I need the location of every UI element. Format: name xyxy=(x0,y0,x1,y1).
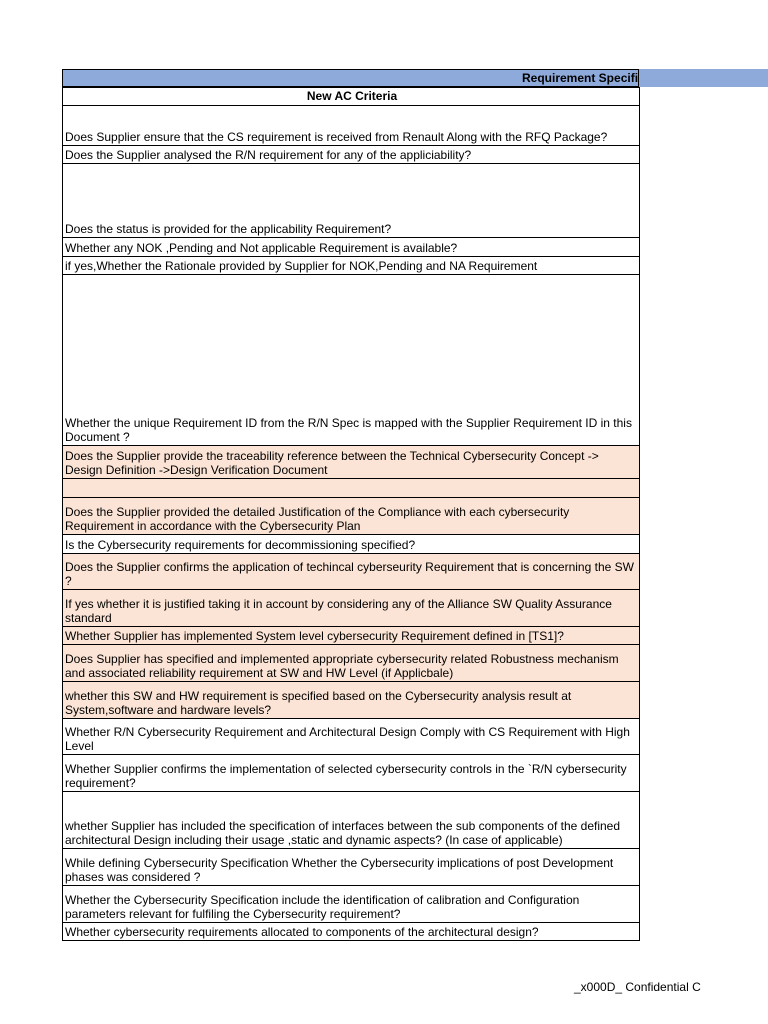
criteria-cell: whether Supplier has included the specification of interfaces between the sub components of the defined architectural Design including their usage ,static and dynamic aspects? (In case of applicable) xyxy=(63,792,640,849)
criteria-cell xyxy=(63,479,640,498)
criteria-cell: Does Supplier ensure that the CS requirement is received from Renault Along with the RFQ Package? xyxy=(63,106,640,146)
criteria-cell: Whether Supplier has implemented System level cybersecurity Requirement defined in [TS1]? xyxy=(63,627,640,645)
criteria-cell: if yes,Whether the Rationale provided by Supplier for NOK,Pending and NA Requirement xyxy=(63,257,640,275)
criteria-cell: If yes whether it is justified taking it in account by considering any of the Alliance SW Quality Assurance standard xyxy=(63,590,640,627)
criteria-cell: Does the Supplier provide the traceability reference between the Technical Cybersecurity Concept -> Design Definition ->Design Verification Document xyxy=(63,446,640,479)
table-row xyxy=(63,535,640,554)
criteria-cell: Does Supplier has specified and implemented appropriate cybersecurity related Robustness mechanism and associated reliability requirement at SW and HW Level (if Applicbale) xyxy=(63,645,640,682)
table-row xyxy=(63,792,640,849)
table-row xyxy=(63,238,640,257)
table-row xyxy=(63,682,640,719)
table-row xyxy=(63,257,640,275)
subheader-cell: New AC Criteria xyxy=(63,88,640,106)
table-row xyxy=(63,275,640,446)
table-row xyxy=(63,498,640,535)
table-row xyxy=(63,849,640,886)
table-row xyxy=(63,719,640,755)
criteria-table xyxy=(62,87,640,941)
criteria-cell: Whether Supplier confirms the implementation of selected cybersecurity controls in the `R/N cybersecurity requirement? xyxy=(63,755,640,792)
criteria-cell: Does the Supplier provided the detailed Justification of the Compliance with each cybersecurity Requirement in accordance with the Cybersecurity Plan xyxy=(63,498,640,535)
table-row xyxy=(63,645,640,682)
table-row xyxy=(63,446,640,479)
table-row xyxy=(63,886,640,923)
table-row xyxy=(63,923,640,941)
header-title-cell xyxy=(62,69,639,87)
table-row xyxy=(63,164,640,238)
criteria-cell: While defining Cybersecurity Specification Whether the Cybersecurity implications of post Development phases was considered ? xyxy=(63,849,640,886)
confidential-footer: _x000D_ Confidential C xyxy=(574,980,701,994)
table-row xyxy=(63,755,640,792)
criteria-cell: whether this SW and HW requirement is specified based on the Cybersecurity analysis result at System,software and hardware levels? xyxy=(63,682,640,719)
criteria-cell: Whether cybersecurity requirements allocated to components of the architectural design? xyxy=(63,923,640,941)
table-row xyxy=(63,627,640,645)
table-row xyxy=(63,479,640,498)
criteria-cell: Does the status is provided for the applicability Requirement? xyxy=(63,164,640,238)
table-row xyxy=(63,146,640,164)
criteria-cell: Is the Cybersecurity requirements for decommissioning specified? xyxy=(63,535,640,554)
table-subheader-row xyxy=(63,88,640,106)
table-row xyxy=(63,106,640,146)
criteria-cell: Does the Supplier confirms the application of techincal cyberseurity Requirement that is concerning the SW ? xyxy=(63,554,640,590)
criteria-cell: Whether the Cybersecurity Specification include the identification of calibration and Configuration parameters relevant for fulfiling the Cybersecurity requirement? xyxy=(63,886,640,923)
criteria-cell: Whether any NOK ,Pending and Not applicable Requirement is available? xyxy=(63,238,640,257)
criteria-cell: Whether the unique Requirement ID from the R/N Spec is mapped with the Supplier Requirement ID in this Document ? xyxy=(63,275,640,446)
header-title: Requirement Specifi xyxy=(522,71,638,85)
table-row xyxy=(63,590,640,627)
table-row xyxy=(63,554,640,590)
criteria-cell: Whether R/N Cybersecurity Requirement and Architectural Design Comply with CS Requirement with High Level xyxy=(63,719,640,755)
criteria-cell: Does the Supplier analysed the R/N requirement for any of the appliciability? xyxy=(63,146,640,164)
